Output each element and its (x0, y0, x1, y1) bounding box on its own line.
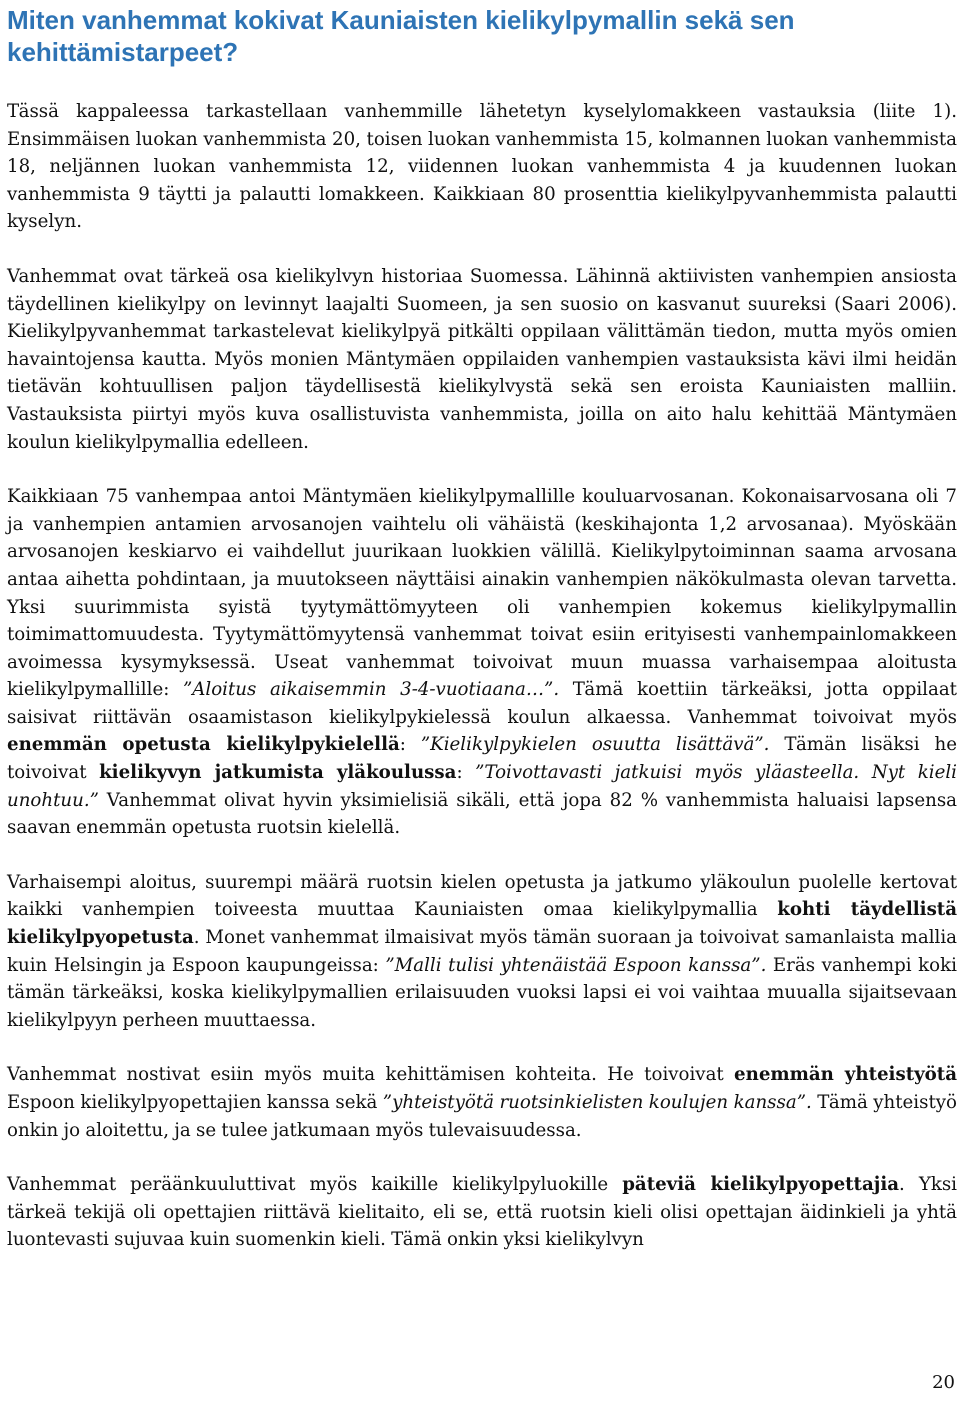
quote-text: ”Kielikylpykielen osuutta lisättävä”. (420, 734, 770, 756)
paragraph-text: Tämä yhteistyö onkin jo aloitettu, ja se tulee jatkumaan myös tulevaisuudessa. (7, 1092, 957, 1141)
paragraph-text: Tämän lisäksi he toivoivat (7, 734, 957, 784)
quote-text: ”Aloitus aikaisemmin 3-4-vuotiaana…”. (182, 679, 560, 701)
paragraph-text: Espoon kielikylpyopettajien kanssa sekä (7, 1092, 383, 1113)
quote-text: ”Malli tulisi yhtenäistää Espoon kanssa”. (385, 954, 767, 976)
paragraph-text: Varhaisempi aloitus, suurempi määrä ruotsin kielen opetusta ja jatkumo yläkoulun puolelle kertovat kaikki vanhempien toiveesta muuttaa Kauniaisten omaa kielikylpymallia (7, 871, 957, 921)
quote-text: ”yhteistyötä ruotsinkielisten koulujen kanssa”. (382, 1092, 812, 1113)
paragraph-cooperation (7, 1061, 957, 1144)
paragraph-text: . Yksi tärkeä tekijä oli opettajien riittävä kielitaito, eli se, että ruotsin kieli olisi opettajan äidinkieli ja yhtä luontevasti sujuvaa kuin suomenkin kieli. Tämä onkin yksi kielikylvyn (7, 1174, 957, 1251)
paragraph-early-start (7, 869, 957, 1035)
paragraph-text: : (456, 762, 476, 784)
paragraph-text: Vanhemmat ovat tärkeä osa kielikylvyn historiaa Suomessa. Lähinnä aktiivisten vanhempien ansiosta täydellinen kielikylpy on levinnyt laajalti Suomeen, ja sen suosio on kasvanut suureksi (Saari 2006). Kielikylpyvanhemmat tarkastelevat kielikylpyä pitkälti oppilaan välittämän tiedon, mutta myös omien havaintojensa kautta. Myös monien Mäntymäen oppilaiden vanhempien vastauksista kävi ilmi heidän tietävän kohtuullisen paljon täydellisestä kielikylvystä sekä sen eroista Kauniaisten malliin. Vastauksista piirtyi myös kuva osallistuvista vanhemmista, joilla on aito halu kehittää Mäntymäen koulun kielikylpymallia edelleen. (7, 265, 957, 453)
paragraph-text: Vanhemmat nostivat esiin myös muita kehittämisen kohteita. He toivoivat (7, 1064, 735, 1086)
emphasis-text: enemmän opetusta kielikylpykielellä (7, 734, 400, 756)
document-page (7, 0, 957, 1254)
paragraph-text: . Monet vanhemmat ilmaisivat myös tämän suoraan ja toivoivat samanlaista mallia kuin Helsingin ja Espoon kaupungeissa: (7, 927, 957, 976)
emphasis-text: päteviä kielikylpyopettajia (622, 1174, 900, 1196)
paragraph-teachers (7, 1171, 957, 1254)
paragraph-text: Tässä kappaleessa tarkastellaan vanhemmille lähetetyn kyselylomakkeen vastauksia (liite 1). Ensimmäisen luokan vanhemmista 20, toisen luokan vanhemmista 15, kolmannen luokan vanhemmista 18, neljännen luokan vanhemmista 12, viidennen luokan vanhemmista 4 ja kuudennen luokan vanhemmista 9 täytti ja palautti lomakkeen. Kaikkiaan 80 prosenttia kielikylpyvanhemmista palautti kyselyn. (7, 101, 957, 233)
section-heading: Miten vanhemmat kokivat Kauniaisten kielikylpymallin sekä sen kehittämistarpeet? (7, 5, 795, 67)
emphasis-text: kohti täydellistä kielikylpyopetusta (7, 899, 957, 949)
paragraph-survey-intro (7, 98, 957, 236)
quote-text: ”Toivottavasti jatkuisi myös yläasteella. Nyt kieli unohtuu.” (7, 762, 957, 811)
paragraph-text: Eräs vanhempi koki tämän tärkeäksi, koska kielikylpymallien erilaisuuden vuoksi lapsi ei voi vaihtaa muualla sijaitsevaan kielikylpyyn perheen muuttaessa. (7, 954, 957, 1031)
paragraph-text: Vanhemmat olivat hyvin yksimielisiä sikäli, että jopa 82 % vanhemmista haluaisi lapsensa saavan enemmän opetusta ruotsin kielellä. (7, 789, 957, 839)
paragraph-text: Vanhemmat peräänkuuluttivat myös kaikille kielikylpyluokille (7, 1174, 623, 1196)
paragraph-text: Tämä koettiin tärkeäksi, jotta oppilaat saisivat riittävän osaamistason kielikylpykielessä koulun alkaessa. Vanhemmat toivoivat myös (7, 679, 957, 728)
paragraph-text: : (399, 734, 421, 756)
paragraph-text: Kaikkiaan 75 vanhempaa antoi Mäntymäen kielikylpymallille kouluarvosanan. Kokonaisarvosana oli 7 ja vanhempien antamien arvosanojen vaihtelu oli vähäistä (keskihajonta 1,2 arvosanaa). Myöskään arvosanojen keskiarvo ei vaihdellut juurikaan luokkien välillä. Kielikylpytoiminnan saama arvosana antaa aihetta pohdintaan, ja muutokseen näyttäisi ainakin vanhempien näkökulmasta olevan tarvetta. Yksi suurimmista syistä tyytymättömyyteen oli vanhempien kokemus kielikylpymallin toimimattomuudesta. Tyytymättömyytensä vanhemmat toivat esiin erityisesti vanhempainlomakkeen avoimessa kysymyksessä. Useat vanhemmat toivoivat muun muassa varhaisempaa aloitusta kielikylpymallille: (7, 486, 957, 701)
emphasis-text: kielikyvyn jatkumista yläkoulussa (99, 762, 457, 784)
paragraph-grades (7, 483, 957, 842)
emphasis-text: enemmän yhteistyötä (734, 1064, 957, 1086)
paragraph-parents-history (7, 263, 957, 456)
page-number: 20 (932, 1372, 955, 1393)
